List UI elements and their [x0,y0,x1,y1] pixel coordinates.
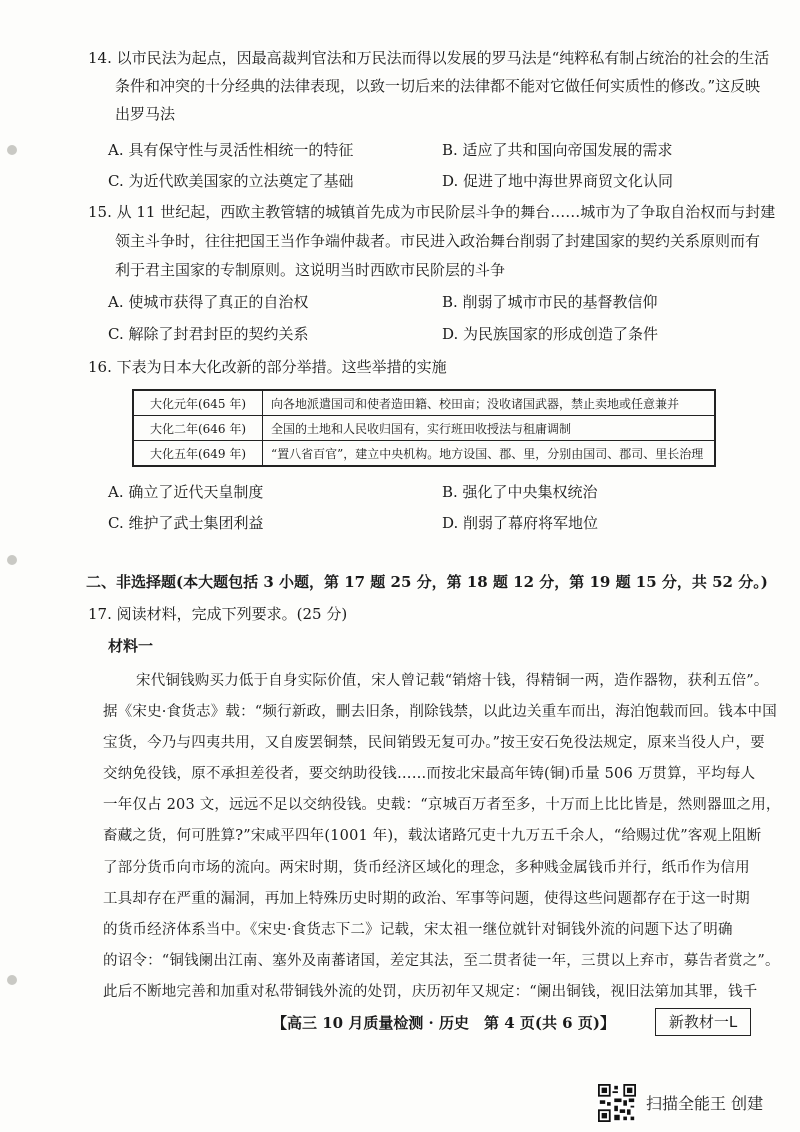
edition-tag: 新教材一L [655,1008,751,1036]
table-row [133,416,715,441]
table-measure: “置八省百官”，建立中央机构。地方设国、郡、里，分别由国司、郡司、里长治理 [263,441,716,467]
table-year: 大化元年(645 年) [133,390,263,416]
q14-option-a: A. 具有保守性与灵活性相统一的特征 [108,141,354,159]
reform-table [132,389,716,467]
material-title: 材料一 [108,637,154,655]
q14-line-2: 条件和冲突的十分经典的法律表现，以致一切后来的法律都不能对它做任何实质性的修改。”这反映 [115,77,761,95]
q15-option-c: C. 解除了封君封臣的契约关系 [108,325,309,343]
material-line: 工具却存在严重的漏洞，再加上特殊历史时期的政治、军事等问题，使得这些问题都存在于这一时期 [103,891,750,907]
table-row [133,390,715,416]
page-footer: 【高三 10 月质量检测 · 历史 第 4 页(共 6 页)】 [272,1014,615,1032]
scanner-watermark: 扫描全能王 创建 [646,1094,764,1113]
q16-option-a: A. 确立了近代天皇制度 [108,483,264,501]
material-line: 一年仅占 203 文，远远不足以交纳役钱。史载：“京城百万者至多，十万而上比比皆是，然则器皿之用， [103,797,781,813]
q14-line-1: 14. 以市民法为起点，因最高裁判官法和万民法而得以发展的罗马法是“纯粹私有制占统治的社会的生活 [88,49,770,67]
q16-stem: 16. 下表为日本大化改新的部分举措。这些举措的实施 [88,358,447,376]
q16-option-b: B. 强化了中央集权统治 [442,483,598,501]
material-line: 畜藏之货，何可胜算?”宋咸平四年(1001 年)，载汰诸路冗吏十九万五千余人，“给赐过优”客观上阻断 [103,828,762,844]
material-line: 宋代铜钱购买力低于自身实际价值，宋人曾记载“销熔十钱，得精铜一两，造作器物，获利五倍”。 [136,673,769,689]
material-line: 宝货，今乃与四夷共用，又自废罢铜禁，民间销毁无复可办。”按王安石免役法规定，原来当役人户，要 [103,735,765,751]
q14-option-c: C. 为近代欧美国家的立法奠定了基础 [108,172,354,190]
q15-option-a: A. 使城市获得了真正的自治权 [108,293,309,311]
binding-edge [3,0,21,1132]
q16-option-d: D. 削弱了幕府将军地位 [442,514,599,532]
table-year: 大化二年(646 年) [133,416,263,441]
q16-option-c: C. 维护了武士集团利益 [108,514,264,532]
material-line: 了部分货币向市场的流向。两宋时期，货币经济区域化的理念，多种贱金属钱币并行，纸币作为信用 [103,860,750,876]
table-measure: 向各地派遣国司和使者造田籍、校田亩；没收诸国武器，禁止卖地或任意兼并 [263,390,716,416]
q14-option-d: D. 促进了地中海世界商贸文化认同 [442,172,674,190]
q14-line-3: 出罗马法 [115,105,176,123]
q17-stem: 17. 阅读材料，完成下列要求。(25 分) [88,605,348,623]
q15-option-d: D. 为民族国家的形成创造了条件 [442,325,659,343]
material-line: 的货币经济体系当中。《宋史·食货志下二》记载，宋太祖一继位就针对铜钱外流的问题下达了明确 [103,922,733,938]
q15-line-2: 领主斗争时，往往把国王当作争端仲裁者。市民进入政治舞台削弱了封建国家的契约关系原则而有 [115,232,761,250]
q14-option-b: B. 适应了共和国向帝国发展的需求 [442,141,673,159]
material-line: 此后不断地完善和加重对私带铜钱外流的处罚，庆历初年又规定：“阑出铜钱，视旧法第加其罪，钱千 [103,984,758,1000]
material-line: 交纳免役钱，原不承担差役者，要交纳助役钱……而按北宋最高年铸(铜)币量 506 万贯算，平均每人 [103,766,756,782]
table-measure: 全国的土地和人民收归国有，实行班田收授法与租庸调制 [263,416,716,441]
table-row [133,441,715,467]
q15-line-3: 利于君主国家的专制原则。这说明当时西欧市民阶层的斗争 [115,261,506,279]
qr-code-icon [598,1084,636,1122]
section-heading: 二、非选择题(本大题包括 3 小题，第 17 题 25 分，第 18 题 12 分，第 19 题 15 分，共 52 分。) [86,573,768,591]
q15-option-b: B. 削弱了城市市民的基督教信仰 [442,293,658,311]
table-year: 大化五年(649 年) [133,441,263,467]
material-line: 据《宋史·食货志》载：“频行新政，刪去旧条，削除钱禁，以此边关重车而出，海泊饱载而回。钱本中国 [103,704,777,720]
q15-line-1: 15. 从 11 世纪起，西欧主教管辖的城镇首先成为市民阶层斗争的舞台……城市为了争取自治权而与封建 [88,203,776,221]
material-line: 的诏令：“铜钱阑出江南、塞外及南蕃诸国，差定其法，至二贯者徒一年，三贯以上弃市，募告者赏之”。 [103,953,780,969]
